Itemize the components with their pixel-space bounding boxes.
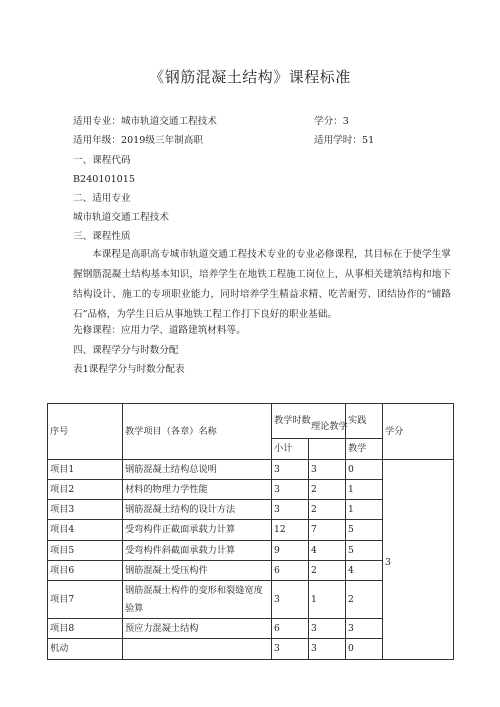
hours-info: 适用学时：51 xyxy=(314,135,375,146)
row-name: 受弯构件斜截面承载力计算 xyxy=(123,541,272,561)
applicable-grade-info: 适用年级：2019级三年制高职 xyxy=(73,135,203,146)
credit-value: 3 xyxy=(385,557,391,568)
row-seq: 项目4 xyxy=(48,520,123,541)
header-credit: 学分 xyxy=(383,404,453,460)
section-heading-course-code: 一、课程代码 xyxy=(73,155,131,166)
row-subtotal: 12 xyxy=(272,520,309,541)
row-practice: 4 xyxy=(346,561,383,581)
row-practice: 3 xyxy=(346,619,383,639)
credit-column xyxy=(383,404,454,660)
table-caption: 表1课程学分与时数分配表 xyxy=(73,364,185,375)
header-practice-teaching xyxy=(346,404,383,460)
course-nature-paragraph: 本课程是高职高专城市轨道交通工程技术专业的专业必修课程，其目标在于使学生掌握钢筋混凝土结构基本知识，培养学生在地铁工程施工岗位上，从事相关建筑结构和地下结构设计、施工的专项职业能力，同时培养学生精益求精、吃苦耐劳、团结协作的“铺路石”品格，为学生日后从事地铁工程工作打下良好的职业基础。 xyxy=(73,249,451,320)
row-name: 钢筋混凝土结构总说明 xyxy=(123,460,272,480)
row-seq: 机动 xyxy=(48,639,123,660)
row-theory: 4 xyxy=(309,541,346,561)
row-practice: 5 xyxy=(346,520,383,541)
row-theory: 3 xyxy=(309,619,346,639)
row-theory: 2 xyxy=(309,480,346,500)
row-subtotal: 3 xyxy=(272,500,309,520)
major-value: 城市轨道交通工程技术 xyxy=(73,212,169,223)
section-heading-nature: 三、课程性质 xyxy=(73,231,131,242)
row-theory: 3 xyxy=(309,460,346,480)
row-practice: 0 xyxy=(346,639,383,660)
row-subtotal: 3 xyxy=(272,460,309,480)
row-seq: 项目8 xyxy=(48,619,123,639)
row-theory: 3 xyxy=(309,639,346,660)
row-subtotal: 6 xyxy=(272,561,309,581)
section-heading-credits: 四、课程学分与时数分配 xyxy=(73,345,179,356)
row-name xyxy=(123,639,272,660)
header-theory-label: 理论教学 xyxy=(311,420,348,432)
row-name xyxy=(123,581,272,619)
header-seq: 序号 xyxy=(48,404,123,460)
row-name: 钢筋混凝土结构的设计方法 xyxy=(123,500,272,520)
row-practice: 0 xyxy=(346,460,383,480)
row-theory: 1 xyxy=(309,581,346,619)
header-subtotal: 小计 xyxy=(272,438,309,459)
applicable-major-info: 适用专业：城市轨道交通工程技术 xyxy=(73,116,217,127)
header-theory xyxy=(309,420,348,459)
row-seq: 项目2 xyxy=(48,480,123,500)
row-name: 钢筋混凝土受压构件 xyxy=(123,561,272,581)
row-practice: 1 xyxy=(346,500,383,520)
row-seq: 项目3 xyxy=(48,500,123,520)
header-practice-line2: 教学 xyxy=(348,443,367,454)
row-subtotal: 9 xyxy=(272,541,309,561)
row-subtotal: 3 xyxy=(272,480,309,500)
row-practice: 2 xyxy=(346,581,383,619)
row-seq: 项目6 xyxy=(48,561,123,581)
course-code-value: B240101015 xyxy=(73,174,135,185)
row-seq: 项目7 xyxy=(48,581,123,619)
header-teaching-hours: 教学时数 xyxy=(272,404,346,439)
row-name: 预应力混凝土结构 xyxy=(123,619,272,639)
header-item-name: 教学项目（各章）名称 xyxy=(123,404,272,460)
table-header-row xyxy=(48,404,454,439)
row-theory: 2 xyxy=(309,500,346,520)
document-title: 《钢筋混凝土结构》课程标准 xyxy=(149,68,351,86)
section-heading-major: 二、适用专业 xyxy=(73,193,131,204)
row-theory: 2 xyxy=(309,561,346,581)
header-practice-line1: 实践 xyxy=(346,404,382,439)
row-subtotal: 3 xyxy=(272,581,309,619)
row-subtotal: 3 xyxy=(272,639,309,660)
row-name-line1: 钢筋混凝土构件的变形和裂缝宽度 xyxy=(125,584,263,596)
row-name-line2: 验算 xyxy=(125,602,144,614)
credit-hours-table xyxy=(47,403,454,660)
row-seq: 项目5 xyxy=(48,541,123,561)
row-subtotal: 6 xyxy=(272,619,309,639)
row-name: 受弯构件正截面承载力计算 xyxy=(123,520,272,541)
row-practice: 5 xyxy=(346,541,383,561)
row-theory: 7 xyxy=(309,520,346,541)
row-name: 材料的物理力学性能 xyxy=(123,480,272,500)
row-seq: 项目1 xyxy=(48,460,123,480)
credit-info: 学分：3 xyxy=(314,116,349,127)
prerequisite-courses: 先修课程：应用力学、道路建筑材料等。 xyxy=(73,325,246,336)
row-practice: 1 xyxy=(346,480,383,500)
